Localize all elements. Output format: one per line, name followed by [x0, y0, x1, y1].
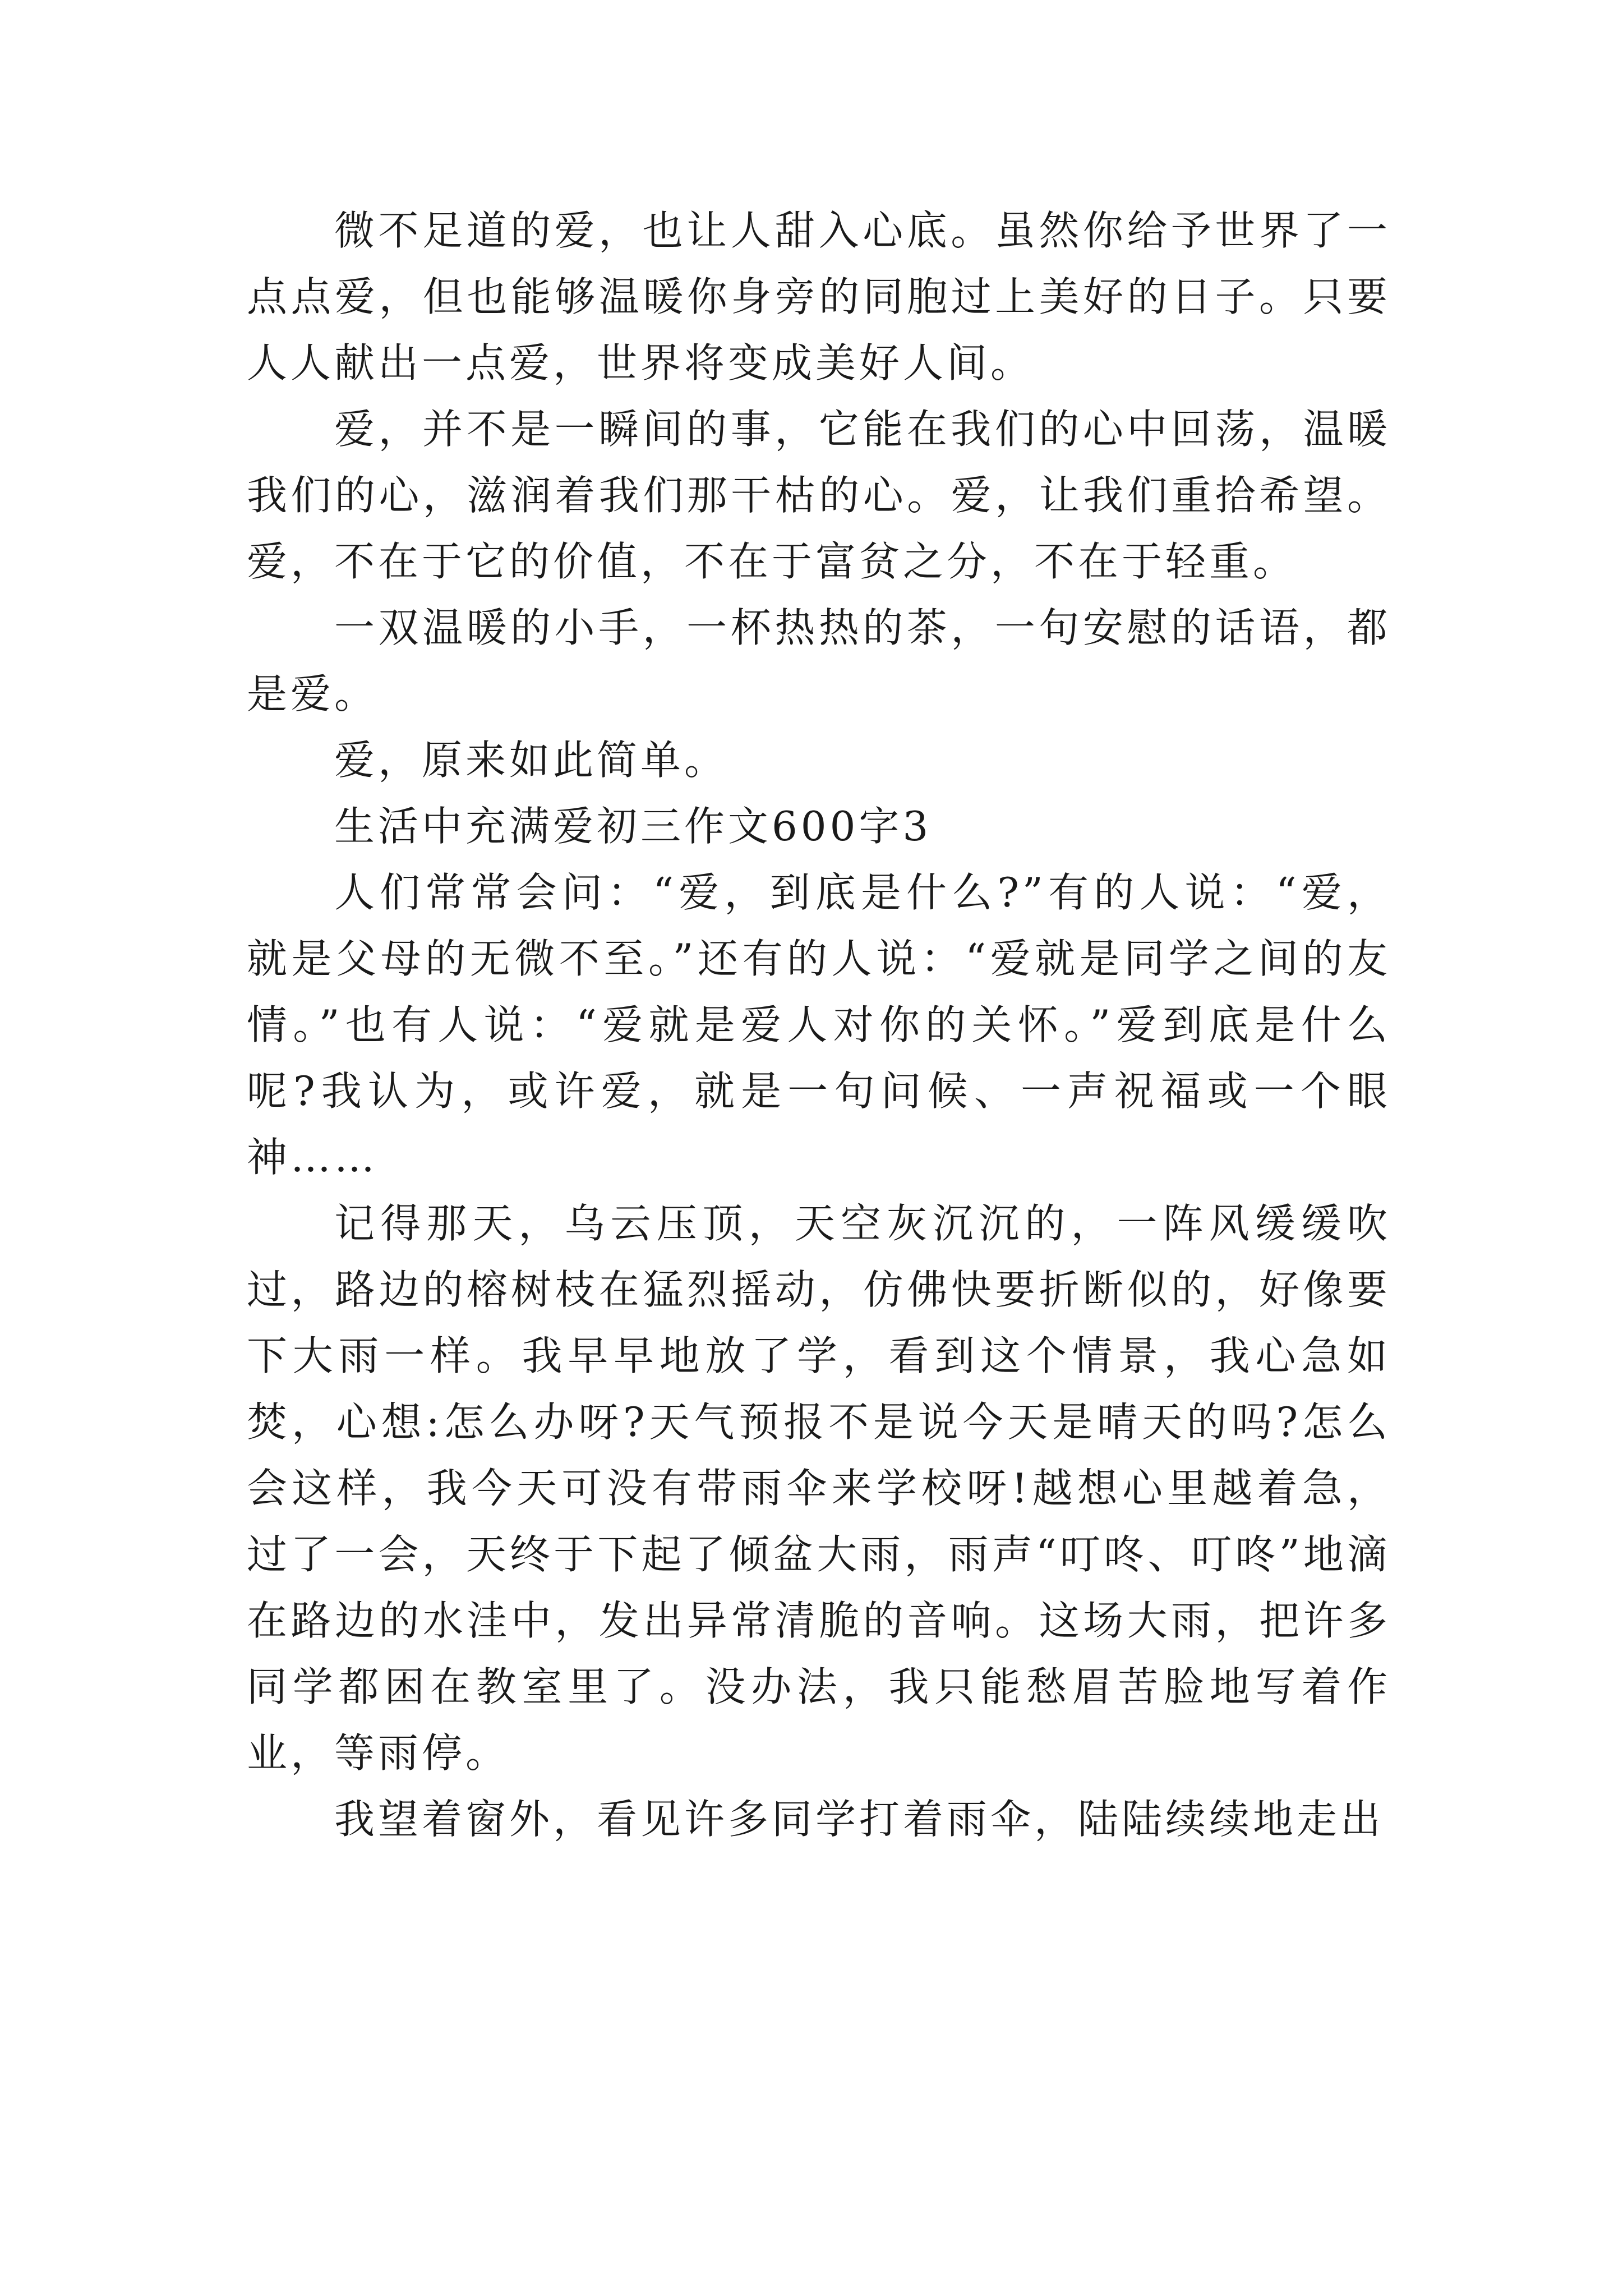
paragraph: 人们常常会问：“爱，到底是什么?”有的人说：“爱，就是父母的无微不至。”还有的人说：“爱就是同学之间的友情。”也有人说：“爱就是爱人对你的关怀。”爱到底是什么呢?我认为，或许爱，就是一句问候、一声祝福或一个眼神……: [247, 869, 1391, 1181]
paragraph: 微不足道的爱，也让人甜入心底。虽然你给予世界了一点点爱，但也能够温暖你身旁的同胞过上美好的日子。只要人人献出一点爱，世界将变成美好人间。: [247, 207, 1391, 386]
section-heading: 生活中充满爱初三作文600字3: [334, 803, 932, 850]
paragraph: 我望着窗外，看见许多同学打着雨伞，陆陆续续地走出: [334, 1796, 1385, 1843]
paragraph: 一双温暖的小手，一杯热热的茶，一句安慰的话语，都是爱。: [247, 604, 1391, 717]
paragraph: 爱，并不是一瞬间的事，它能在我们的心中回荡，温暖我们的心，滋润着我们那干枯的心。爱，让我们重拾希望。爱，不在于它的价值，不在于富贫之分，不在于轻重。: [247, 406, 1391, 585]
document-body: [247, 197, 1391, 1852]
paragraph: 爱，原来如此简单。: [334, 737, 728, 784]
paragraph: 记得那天，乌云压顶，天空灰沉沉的，一阵风缓缓吹过，路边的榕树枝在猛烈摇动，仿佛快要折断似的，好像要下大雨一样。我早早地放了学，看到这个情景，我心急如焚，心想:怎么办呀?天气预报不是说今天是晴天的吗?怎么会这样，我今天可没有带雨伞来学校呀!越想心里越着急，过了一会，天终于下起了倾盆大雨，雨声“叮咚、叮咚”地滴在路边的水洼中，发出异常清脆的音响。这场大雨，把许多同学都困在教室里了。没办法，我只能愁眉苦脸地写着作业，等雨停。: [247, 1200, 1391, 1777]
